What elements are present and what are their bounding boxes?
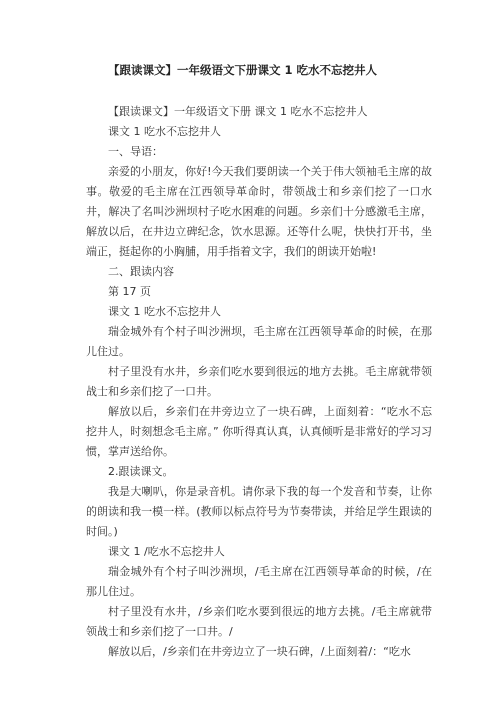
paragraph: 课文 1 吃水不忘挖井人 bbox=[108, 125, 221, 138]
paragraph: 瑞金城外有个村子叫沙洲坝，/毛主席在江西领导革命的时候，/在那儿住过。 bbox=[86, 565, 432, 598]
document-body bbox=[86, 102, 432, 662]
paragraph: 我是大喇叭，你是录音机。请你录下我的每一个发音和节奏，让你的朗读和我一模一样。(教师以标点符号为节奏带读，并给足学生跟读的时间。) bbox=[86, 485, 432, 538]
paragraph: 课文 1 /吃水不忘挖井人 bbox=[108, 545, 225, 558]
paragraph: 村子里没有水井，乡亲们吃水要到很远的地方去挑。毛主席就带领战士和乡亲们挖了一口井。 bbox=[86, 365, 432, 398]
paragraph: 瑞金城外有个村子叫沙洲坝，毛主席在江西领导革命的时候，在那儿住过。 bbox=[86, 325, 432, 358]
paragraph: 【跟读课文】一年级语文下册 课文 1 吃水不忘挖井人 bbox=[108, 105, 368, 118]
document-title: 【跟读课文】一年级语文下册课文 1 吃水不忘挖井人 bbox=[108, 63, 378, 77]
paragraph: 解放以后，/乡亲们在井旁边立了一块石碑，/上面刻着/：“吃水 bbox=[108, 645, 411, 658]
paragraph: 一、导语： bbox=[108, 145, 163, 158]
paragraph: 村子里没有水井，/乡亲们吃水要到很远的地方去挑。/毛主席就带领战士和乡亲们挖了一口井。/ bbox=[86, 605, 432, 638]
paragraph: 解放以后，乡亲们在井旁边立了一块石碑，上面刻着：“吃水不忘挖井人，时刻想念毛主席。” 你听得真认真，认真倾听是非常好的学习习惯，掌声送给你。 bbox=[86, 405, 432, 458]
paragraph: 二、跟读内容 bbox=[108, 265, 174, 278]
paragraph: 亲爱的小朋友，你好!今天我们要朗读一个关于伟大领袖毛主席的故事。敬爱的毛主席在江西领导革命时，带领战士和乡亲们挖了一口水井，解决了名叫沙洲坝村子吃水困难的问题。乡亲们十分感激毛主席，解放以后，在井边立碑纪念，饮水思源。还等什么呢，快快打开书，坐端正，挺起你的小胸脯，用手指着文字，我们的朗读开始啦! bbox=[86, 165, 432, 258]
paragraph: 课文 1 吃水不忘挖井人 bbox=[108, 305, 221, 318]
paragraph: 第 17 页 bbox=[108, 285, 151, 298]
paragraph: 2.跟读课文。 bbox=[108, 465, 174, 478]
